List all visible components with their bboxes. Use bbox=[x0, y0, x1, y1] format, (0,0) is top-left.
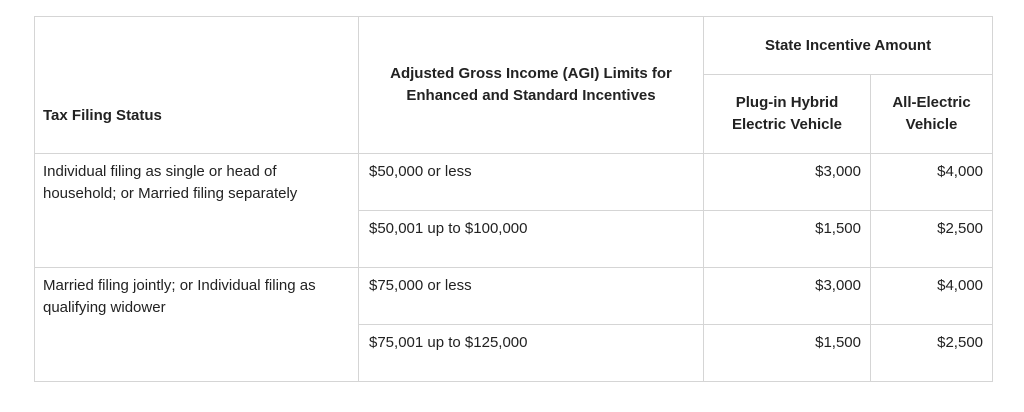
agi-limit-cell: $75,001 up to $125,000 bbox=[359, 325, 704, 382]
header-state-incentive-amount: State Incentive Amount bbox=[704, 17, 993, 75]
ev-amount-cell: $2,500 bbox=[871, 211, 993, 268]
phev-amount-cell: $3,000 bbox=[704, 154, 871, 211]
header-plugin-hybrid: Plug-in Hybrid Electric Vehicle bbox=[704, 75, 871, 154]
ev-amount-cell: $2,500 bbox=[871, 325, 993, 382]
table-row bbox=[35, 154, 993, 211]
header-all-electric: All-Electric Vehicle bbox=[871, 75, 993, 154]
filing-status-cell: Married filing jointly; or Individual filing as qualifying widower bbox=[35, 268, 359, 382]
agi-limit-cell: $75,000 or less bbox=[359, 268, 704, 325]
incentive-table bbox=[34, 16, 993, 382]
header-agi-limits: Adjusted Gross Income (AGI) Limits for Enhanced and Standard Incentives bbox=[359, 17, 704, 154]
phev-amount-cell: $1,500 bbox=[704, 211, 871, 268]
ev-amount-cell: $4,000 bbox=[871, 154, 993, 211]
phev-amount-cell: $1,500 bbox=[704, 325, 871, 382]
ev-amount-cell: $4,000 bbox=[871, 268, 993, 325]
table-row bbox=[35, 268, 993, 325]
header-tax-filing-status: Tax Filing Status bbox=[35, 17, 359, 154]
filing-status-cell: Individual filing as single or head of household; or Married filing separately bbox=[35, 154, 359, 268]
agi-limit-cell: $50,000 or less bbox=[359, 154, 704, 211]
header-row-top bbox=[35, 17, 993, 75]
table-body bbox=[35, 154, 993, 382]
table-header bbox=[35, 17, 993, 154]
phev-amount-cell: $3,000 bbox=[704, 268, 871, 325]
agi-limit-cell: $50,001 up to $100,000 bbox=[359, 211, 704, 268]
